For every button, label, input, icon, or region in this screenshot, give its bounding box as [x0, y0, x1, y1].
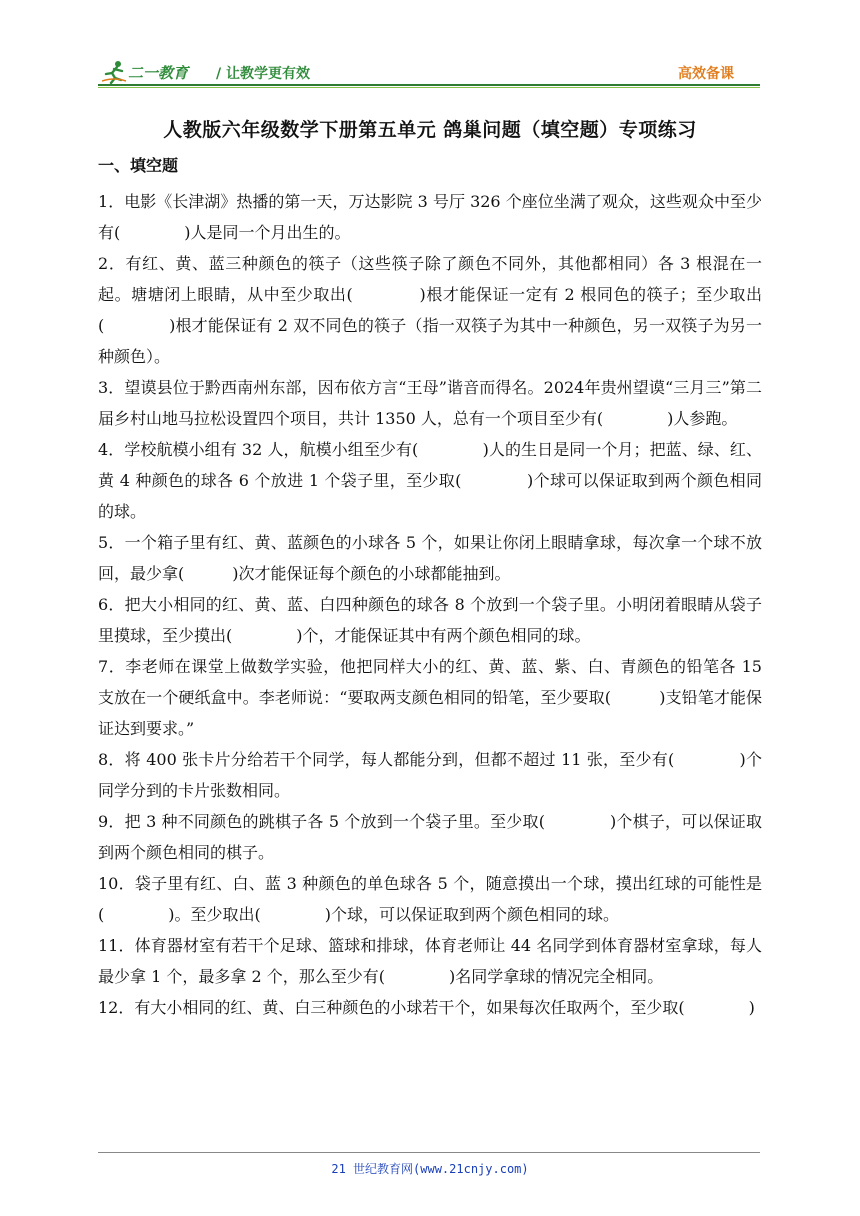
question-item: 12．有大小相同的红、黄、白三种颜色的小球若干个，如果每次任取两个，至少取( ) [98, 998, 755, 1017]
question-item: 5．一个箱子里有红、黄、蓝颜色的小球各 5 个，如果让你闭上眼睛拿球，每次拿一个球不放回，最少拿( )次才能保证每个颜色的小球都能抽到。 [98, 533, 762, 583]
question-item: 1．电影《长津湖》热播的第一天，万达影院 3 号厅 326 个座位坐满了观众，这些观众中至少有( )人是同一个月出生的。 [98, 192, 762, 242]
question-item: 8．将 400 张卡片分给若干个同学，每人都能分到，但都不超过 11 张，至少有( )个同学分到的卡片张数相同。 [98, 750, 762, 800]
header-divider-thin [98, 87, 760, 88]
question-item: 4．学校航模小组有 32 人，航模小组至少有( )人的生日是同一个月；把蓝、绿、红、黄 4 种颜色的球各 6 个放进 1 个袋子里，至少取( )个球可以保证取到两个颜色相同的球。 [98, 440, 762, 521]
logo [102, 60, 214, 84]
question-item: 3．望谟县位于黔西南州东部，因布依方言“王母”谐音而得名。2024年贵州望谟“三月三”第二届乡村山地马拉松设置四个项目，共计 1350 人，总有一个项目至少有( )人参跑。 [98, 378, 762, 428]
question-item: 11．体育器材室有若干个足球、篮球和排球，体育老师让 44 名同学到体育器材室拿球，每人最少拿 1 个，最多拿 2 个，那么至少有( )名同学拿球的情况完全相同。 [98, 936, 762, 986]
question-list [98, 186, 762, 1023]
logo-text: 二一教育 [128, 64, 189, 82]
question-item: 7．李老师在课堂上做数学实验，他把同样大小的红、黄、蓝、紫、白、青颜色的铅笔各 15 支放在一个硬纸盒中。李老师说：“要取两支颜色相同的铅笔，至少要取( )支铅笔才能保证达到要求。” [98, 657, 762, 738]
page-header [98, 58, 760, 86]
section-heading: 一、填空题 [98, 156, 179, 175]
page-footer: 21 世纪教育网(www.21cnjy.com) [331, 1162, 529, 1176]
question-item: 10．袋子里有红、白、蓝 3 种颜色的单色球各 5 个，随意摸出一个球，摸出红球的可能性是( )。至少取出( )个球，可以保证取到两个颜色相同的球。 [98, 874, 762, 924]
footer-divider [98, 1152, 760, 1153]
header-divider [98, 84, 760, 86]
header-right-label: 高效备课 [678, 66, 734, 82]
question-item: 2．有红、黄、蓝三种颜色的筷子（这些筷子除了颜色不同外，其他都相同）各 3 根混在一起。塘塘闭上眼睛，从中至少取出( )根才能保证一定有 2 根同色的筷子；至少取出( )根才能保证有 2 双不同色的筷子（指一双筷子为其中一种颜色，另一双筷子为另一种颜色）。 [98, 254, 762, 366]
runner-logo-icon [102, 60, 128, 84]
question-item: 9．把 3 种不同颜色的跳棋子各 5 个放到一个袋子里。至少取( )个棋子，可以保证取到两个颜色相同的棋子。 [98, 812, 762, 862]
header-slogan: / 让教学更有效 [216, 66, 310, 82]
page-title: 人教版六年级数学下册第五单元 鸽巢问题（填空题）专项练习 [163, 119, 697, 141]
question-item: 6．把大小相同的红、黄、蓝、白四种颜色的球各 8 个放到一个袋子里。小明闭着眼睛从袋子里摸球，至少摸出( )个，才能保证其中有两个颜色相同的球。 [98, 595, 762, 645]
